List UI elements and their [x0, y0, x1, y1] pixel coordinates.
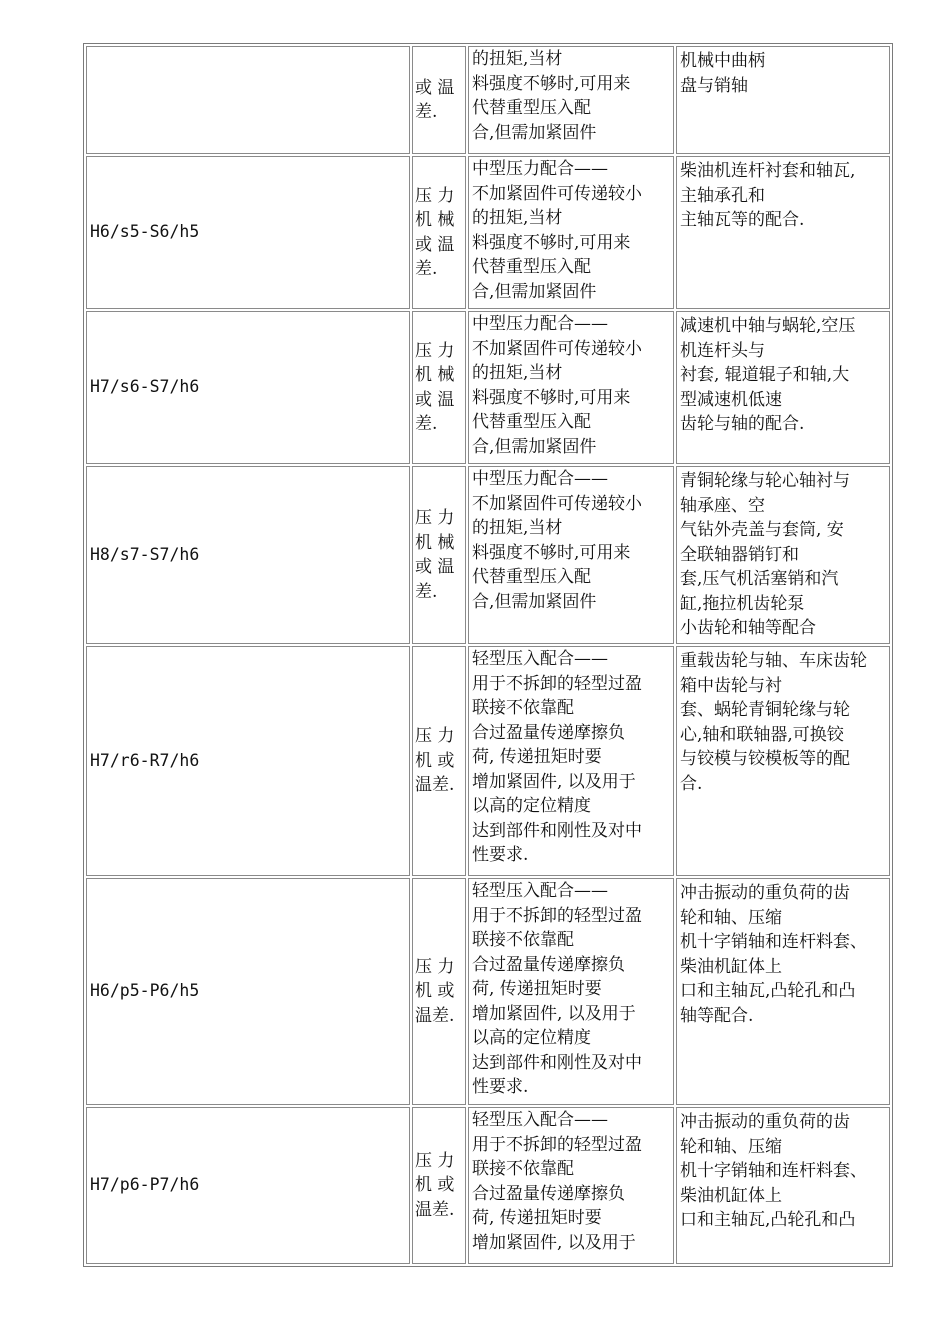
application-line: 机连杆头与 — [680, 340, 765, 361]
assembly-method-line: 压 力 — [415, 185, 455, 206]
fit-description-cell — [468, 878, 674, 1105]
fit-description-line: 增加紧固件, 以及用于 — [472, 1232, 636, 1253]
table-row — [86, 1107, 890, 1264]
application-line: 齿轮与轴的配合. — [680, 414, 805, 434]
fit-code-cell — [86, 466, 410, 644]
application-cell — [676, 311, 890, 464]
fit-description-line: 轻型压入配合—— — [472, 881, 608, 901]
application-line: 轴等配合. — [680, 1005, 754, 1026]
fit-description-line: 的扭矩,当材 — [472, 518, 563, 538]
fit-description-line: 代替重型压入配 — [472, 257, 591, 277]
application-line: 心,轴和联轴器,可换铰 — [680, 724, 844, 745]
fit-description-line: 用于不拆卸的轻型过盈 — [472, 673, 642, 694]
fit-description-line: 代替重型压入配 — [472, 98, 591, 118]
fit-description-line: 的扭矩,当材 — [472, 208, 563, 228]
fit-code-cell — [86, 646, 410, 876]
fit-description-line: 荷, 传递扭矩时要 — [472, 1208, 602, 1228]
fit-code-cell — [86, 46, 410, 154]
assembly-method-line: 温差. — [415, 1199, 455, 1220]
application-line: 减速机中轴与蜗轮,空压 — [680, 316, 856, 336]
assembly-method-line: 差. — [415, 102, 438, 122]
fit-description-cell — [468, 466, 674, 644]
assembly-method-line: 机 械 — [415, 365, 455, 385]
fit-description-line: 料强度不够时,可用来 — [472, 232, 631, 253]
fit-description-line: 联接不依靠配 — [472, 698, 574, 718]
fit-description-line: 达到部件和刚性及对中 — [472, 820, 642, 841]
application-line: 柴油机缸体上 — [680, 956, 782, 977]
application-cell — [676, 646, 890, 876]
table-row — [86, 878, 890, 1105]
application-line: 轮和轴、压缩 — [680, 907, 782, 928]
assembly-method-line: 压 力 — [415, 726, 455, 747]
fit-description-cell — [468, 1107, 674, 1264]
application-line: 与铰模与铰模板等的配 — [680, 749, 850, 769]
application-cell — [676, 1107, 890, 1264]
fit-code-cell — [86, 878, 410, 1105]
fit-code: H7/r6-R7/h6 — [90, 750, 200, 770]
fit-description-line: 合过盈量传递摩擦负 — [472, 722, 625, 743]
fit-description-cell — [468, 311, 674, 464]
assembly-method-line: 或 温 — [415, 77, 455, 98]
fit-description-line: 代替重型压入配 — [472, 567, 591, 587]
fit-description-line: 性要求. — [472, 845, 529, 865]
assembly-method-cell — [412, 46, 466, 154]
application-line: 主轴瓦等的配合. — [680, 210, 805, 230]
assembly-method-line: 差. — [415, 414, 438, 434]
application-line: 套,压气机活塞销和汽 — [680, 569, 839, 589]
assembly-method-line: 差. — [415, 581, 438, 602]
table-row — [86, 46, 890, 154]
application-line: 冲击振动的重负荷的齿 — [680, 1112, 850, 1132]
application-cell — [676, 46, 890, 154]
application-line: 青铜轮缘与轮心轴衬与 — [680, 471, 850, 491]
fit-description-cell — [468, 156, 674, 309]
application-line: 主轴承孔和 — [680, 185, 765, 206]
fit-code-cell — [86, 311, 410, 464]
assembly-method-line: 机 或 — [415, 981, 455, 1002]
table-row — [86, 646, 890, 876]
application-cell — [676, 878, 890, 1105]
fit-description-line: 轻型压入配合—— — [472, 649, 608, 669]
application-line: 小齿轮和轴等配合 — [680, 618, 816, 638]
fit-description-line: 荷, 传递扭矩时要 — [472, 747, 602, 767]
assembly-method-line: 或 温 — [415, 557, 455, 577]
fit-code: H6/s5-S6/h5 — [90, 222, 200, 242]
assembly-method-line: 或 温 — [415, 234, 455, 255]
assembly-method-cell — [412, 311, 466, 464]
fit-description-line: 料强度不够时,可用来 — [472, 73, 631, 94]
fit-description-line: 不加紧固件可传递较小 — [472, 493, 642, 514]
application-line: 衬套, 辊道辊子和轴,大 — [680, 365, 850, 385]
fit-description-line: 用于不拆卸的轻型过盈 — [472, 905, 642, 926]
assembly-method-line: 机 械 — [415, 532, 455, 553]
application-line: 轴承座、空 — [680, 495, 765, 516]
fit-description-line: 的扭矩,当材 — [472, 49, 563, 69]
application-line: 盘与销轴 — [680, 75, 748, 96]
fit-description-line: 以高的定位精度 — [472, 1028, 591, 1048]
assembly-method-cell — [412, 878, 466, 1105]
application-line: 机械中曲柄 — [680, 51, 765, 71]
assembly-method-cell — [412, 156, 466, 309]
application-line: 柴油机缸体上 — [680, 1185, 782, 1206]
application-line: 重载齿轮与轴、车床齿轮 — [680, 651, 867, 671]
assembly-method-line: 机 或 — [415, 750, 455, 771]
fit-description-line: 中型压力配合—— — [472, 314, 608, 334]
fit-description-line: 合,但需加紧固件 — [472, 122, 597, 143]
table-row — [86, 311, 890, 464]
fit-description-line: 合,但需加紧固件 — [472, 281, 597, 302]
fit-description-line: 以高的定位精度 — [472, 796, 591, 816]
fit-description-line: 的扭矩,当材 — [472, 363, 563, 383]
assembly-method-line: 机 或 — [415, 1175, 455, 1196]
fit-description-line: 合过盈量传递摩擦负 — [472, 1183, 625, 1204]
assembly-method-line: 压 力 — [415, 956, 455, 977]
application-line: 机十字销轴和连杆料套、 — [680, 932, 867, 952]
fit-description-line: 增加紧固件, 以及用于 — [472, 1003, 636, 1024]
application-line: 型减速机低速 — [680, 389, 782, 410]
fit-description-cell — [468, 646, 674, 876]
application-cell — [676, 466, 890, 644]
assembly-method-line: 机 械 — [415, 210, 455, 230]
application-line: 箱中齿轮与衬 — [680, 675, 782, 696]
assembly-method-line: 压 力 — [415, 508, 455, 528]
fit-description-line: 性要求. — [472, 1077, 529, 1097]
table-row — [86, 466, 890, 644]
fit-description-line: 合,但需加紧固件 — [472, 591, 597, 612]
fit-description-line: 轻型压入配合—— — [472, 1110, 608, 1130]
fit-code-cell — [86, 156, 410, 309]
fit-description-line: 中型压力配合—— — [472, 159, 608, 179]
fit-description-line: 增加紧固件, 以及用于 — [472, 771, 636, 792]
application-line: 套、蜗轮青铜轮缘与轮 — [680, 700, 850, 720]
assembly-method-line: 温差. — [415, 775, 455, 796]
fit-code: H7/p6-P7/h6 — [90, 1175, 200, 1195]
application-line: 口和主轴瓦,凸轮孔和凸 — [680, 981, 856, 1001]
fit-code: H8/s7-S7/h6 — [90, 544, 200, 564]
assembly-method-line: 或 温 — [415, 389, 455, 410]
application-line: 机十字销轴和连杆料套、 — [680, 1161, 867, 1181]
assembly-method-line: 温差. — [415, 1005, 455, 1026]
assembly-method-line: 压 力 — [415, 1150, 455, 1171]
fit-description-line: 不加紧固件可传递较小 — [472, 183, 642, 204]
application-line: 柴油机连杆衬套和轴瓦, — [680, 161, 856, 181]
assembly-method-cell — [412, 1107, 466, 1264]
assembly-method-line: 差. — [415, 259, 438, 279]
application-line: 全联轴器销钉和 — [680, 544, 799, 565]
fit-description-line: 代替重型压入配 — [472, 412, 591, 432]
assembly-method-cell — [412, 646, 466, 876]
fit-table — [83, 43, 893, 1267]
fit-description-line: 联接不依靠配 — [472, 930, 574, 950]
application-cell — [676, 156, 890, 309]
fit-description-line: 不加紧固件可传递较小 — [472, 338, 642, 359]
application-line: 冲击振动的重负荷的齿 — [680, 883, 850, 903]
table-row — [86, 156, 890, 309]
assembly-method-line: 压 力 — [415, 340, 455, 361]
fit-code: H7/s6-S7/h6 — [90, 377, 200, 397]
application-line: 轮和轴、压缩 — [680, 1136, 782, 1157]
fit-description-line: 料强度不够时,可用来 — [472, 387, 631, 408]
fit-description-line: 联接不依靠配 — [472, 1159, 574, 1179]
fit-description-line: 荷, 传递扭矩时要 — [472, 979, 602, 999]
application-line: 缸,拖拉机齿轮泵 — [680, 593, 805, 614]
fit-description-line: 料强度不够时,可用来 — [472, 542, 631, 563]
assembly-method-cell — [412, 466, 466, 644]
fit-description-line: 合过盈量传递摩擦负 — [472, 954, 625, 975]
fit-description-cell — [468, 46, 674, 154]
fit-code-cell — [86, 1107, 410, 1264]
fit-code: H6/p5-P6/h5 — [90, 981, 200, 1001]
application-line: 口和主轴瓦,凸轮孔和凸 — [680, 1210, 856, 1230]
fit-description-line: 达到部件和刚性及对中 — [472, 1052, 642, 1073]
application-line: 气钻外壳盖与套筒, 安 — [680, 520, 844, 540]
fit-description-line: 中型压力配合—— — [472, 469, 608, 489]
fit-description-line: 合,但需加紧固件 — [472, 436, 597, 457]
application-line: 合. — [680, 773, 703, 794]
fit-description-line: 用于不拆卸的轻型过盈 — [472, 1134, 642, 1155]
